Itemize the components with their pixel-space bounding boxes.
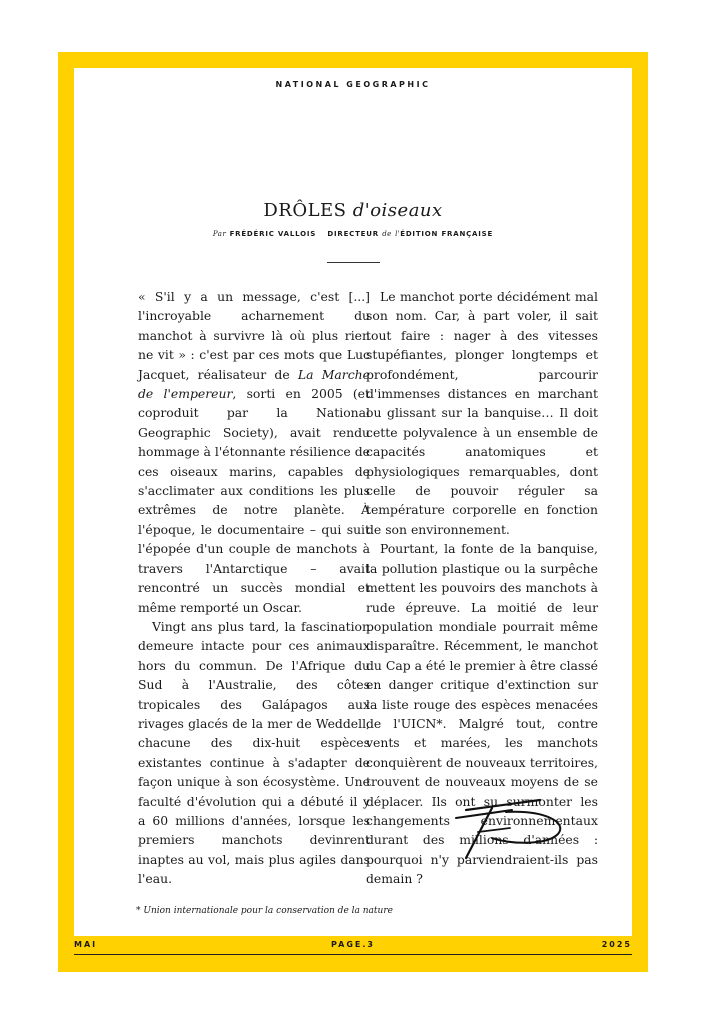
article-title	[0, 200, 706, 221]
title-italic: d'oiseaux	[352, 200, 443, 221]
byline-role1: DIRECTEUR	[327, 230, 379, 238]
paragraph: « S'il y a un message, c'est [...] l'incroyable acharnement du manchot à survivre là où plus rien ne vit » : c'est par ces mots que Luc Jacquet, réalisateur de La Marche de l'empereur, sorti en 2005 (et coproduit par la National Geographic Society), avait rendu hommage à l'étonnante résilience de ces oiseaux marins, capables de s'acclimater aux conditions les plus extrêmes de notre planète. À l'époque, le documentaire – qui suit l'épopée d'un couple de manchots à travers l'Antarctique – avait rencontré un succès mondial et même remporté un Oscar.	[138, 289, 370, 615]
footer-divider	[74, 954, 632, 955]
footer-page: PAGE.3	[331, 940, 375, 949]
paragraph: Le manchot porte décidément mal son nom. Car, à part voler, il sait tout faire : nager à des vitesses stupéfiantes, plonger longtemps et profondément, parcourir d'immenses distances en marchant ou glissant sur la banquise… Il doit cette polyvalence à un ensemble de capacités anatomiques et physiologiques remarquables, dont celle de pouvoir réguler sa température corporelle en fonction de son environnement.	[366, 289, 598, 537]
footnote: * Union internationale pour la conservation de la nature	[136, 906, 393, 916]
paragraph: Vingt ans plus tard, la fascination demeure intacte pour ces animaux hors du commun. De l'Afrique du Sud à l'Australie, des côtes tropicales des Galápagos aux rivages glacés de la mer de Weddell, chacune des dix-huit espèces existantes continue à s'adapter de façon unique à son écosystème. Une faculté d'évolution qui a débuté il y a 60 millions d'années, lorsque les premiers manchots devinrent inaptes au vol, mais plus agiles dans l'eau.	[138, 618, 370, 887]
byline-par: Par	[212, 230, 227, 238]
footer-year: 2025	[601, 940, 632, 949]
article-column-left	[138, 287, 370, 889]
title-main: DRÔLES	[263, 200, 347, 221]
paragraph: Pourtant, la fonte de la banquise, la pollution plastique ou la surpêche mettent les pouvoirs des manchots à rude épreuve. La moitié de leur population mondiale pourrait même disparaître. Récemment, le manchot du Cap a été le premier à être classé en danger critique d'extinction sur la liste rouge des espèces menacées de l'UICN*. Malgré tout, contre vents et marées, les manchots conquièrent de nouveaux territoires, trouvent de nouveaux moyens de se déplacer. Ils ont su surmonter les changements environnementaux durant des millions d'années : pourquoi n'y parviendraient-ils pas demain ?	[366, 541, 598, 887]
byline-l: l'	[395, 230, 401, 238]
handwritten-signature-icon	[448, 792, 578, 864]
title-divider	[327, 262, 380, 263]
masthead: NATIONAL GEOGRAPHIC	[275, 80, 431, 89]
byline-de: de	[382, 230, 392, 238]
byline-role2: ÉDITION FRANÇAISE	[400, 230, 494, 238]
byline	[0, 230, 706, 238]
film-title: La Marche de l'empereur	[138, 366, 370, 402]
byline-author: FRÉDÉRIC VALLOIS	[229, 230, 317, 238]
footer-month: MAI	[74, 940, 98, 949]
